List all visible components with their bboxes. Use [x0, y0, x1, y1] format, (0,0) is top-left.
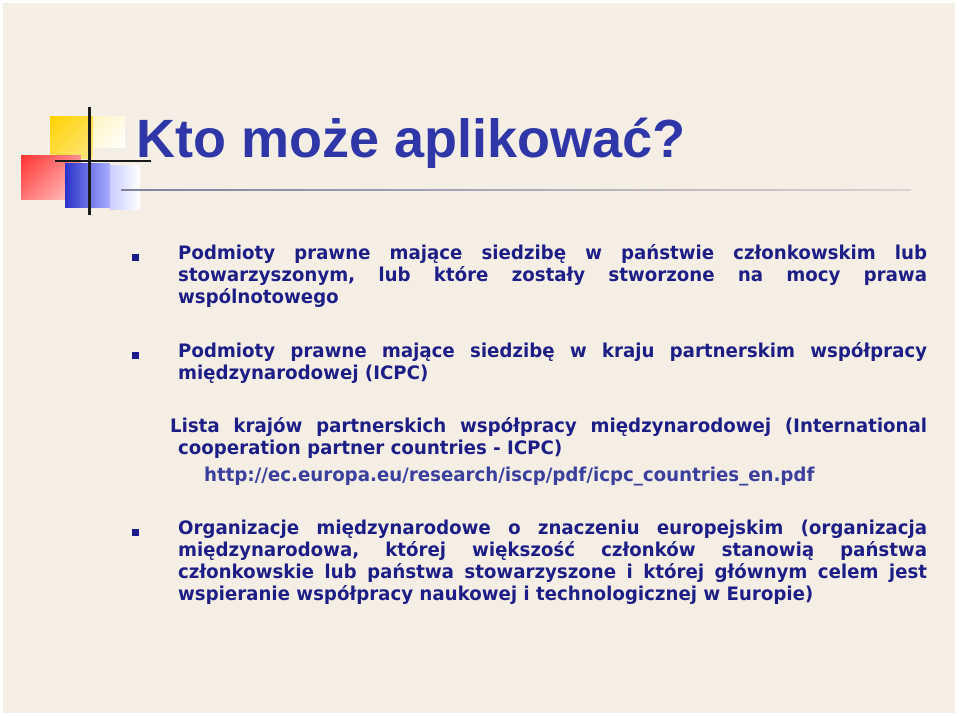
- page-title: Kto może aplikować?: [136, 109, 686, 169]
- list-item-text: [178, 518, 927, 606]
- title-underline: [121, 189, 911, 191]
- text-line: Lista krajów partnerskich współpracy międzynarodowej (International: [170, 416, 927, 437]
- text-line: Organizacje międzynarodowe o znaczeniu europejskim (organizacja: [178, 518, 927, 539]
- bullet-icon: [132, 254, 139, 261]
- text-line: Podmioty prawne mające siedzibę w kraju partnerskim współpracy: [178, 341, 927, 362]
- text-line: międzynarodowa, której większość członków stanowią państwa: [178, 540, 927, 561]
- text-line: cooperation partner countries - ICPC): [178, 438, 563, 459]
- bullet-icon: [132, 352, 139, 359]
- list-item-text: [178, 243, 927, 309]
- logo-lightblue-square: [110, 165, 140, 210]
- list-item-text: [178, 341, 927, 385]
- icpc-countries-link[interactable]: http://ec.europa.eu/research/iscp/pdf/icpc_countries_en.pdf: [204, 465, 815, 486]
- logo-light-square: [93, 116, 125, 148]
- text-line: międzynarodowej (ICPC): [178, 363, 429, 384]
- text-line: Podmioty prawne mające siedzibę w państwie członkowskim lub: [178, 243, 927, 264]
- logo-yellow-square: [50, 116, 93, 159]
- text-line: członkowskie lub państwa stowarzyszone i której głównym celem jest: [178, 562, 927, 583]
- bullet-icon: [132, 529, 139, 536]
- text-line: wspieranie współpracy naukowej i technologicznej w Europie): [178, 584, 814, 605]
- text-line: stowarzyszonym, lub które zostały stworzone na mocy prawa: [178, 265, 927, 286]
- text-line: wspólnotowego: [178, 287, 339, 308]
- sub-item-text: [170, 416, 927, 460]
